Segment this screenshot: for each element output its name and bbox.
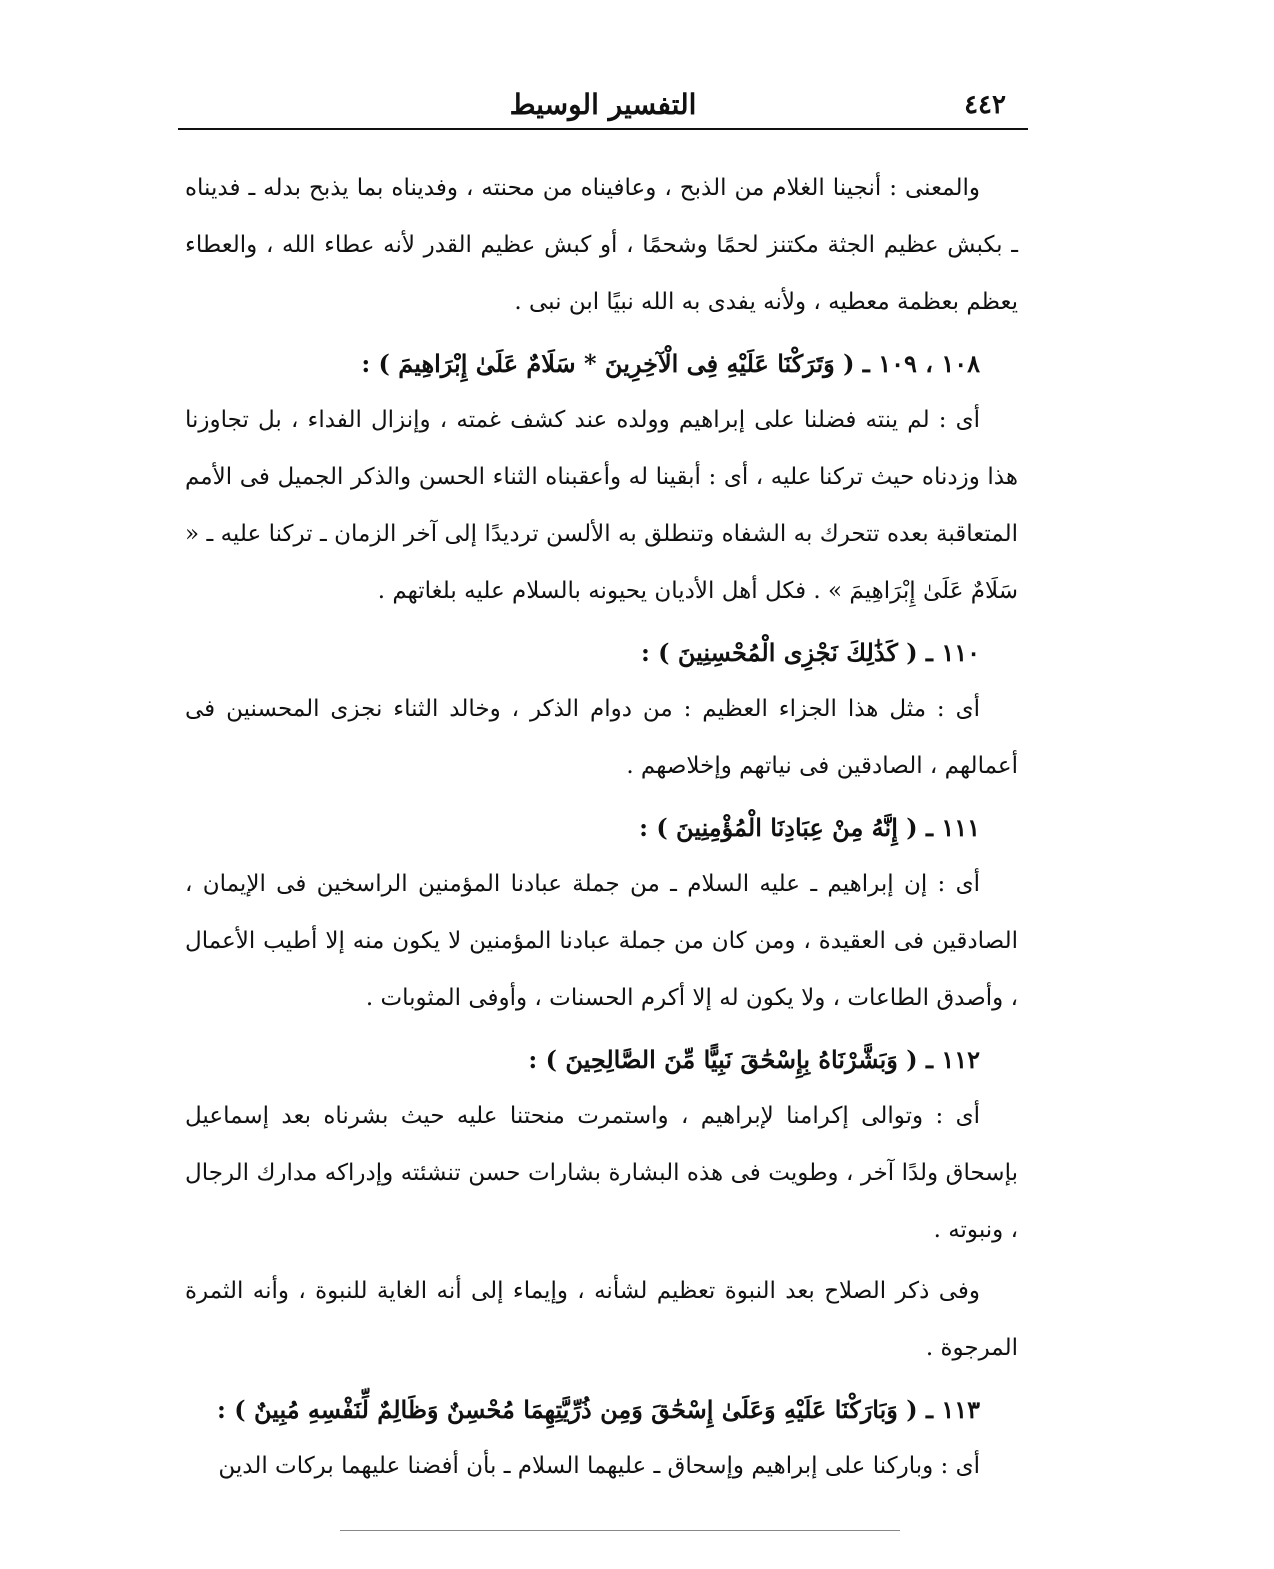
paragraph-text: أى : مثل هذا الجزاء العظيم : من دوام الذكر ، وخالد الثناء نجزى المحسنين فى أعمالهم ، الصادقين فى نياتهم وإخلاصهم . [185, 696, 1018, 779]
page-header [178, 84, 1028, 128]
verse-heading: ١١٢ ـ ( وَبَشَّرْنَاهُ بِإِسْحَٰقَ نَبِيًّا مِّنَ الصَّالِحِينَ ) : [528, 1045, 980, 1074]
running-title: التفسير الوسيط [509, 88, 697, 121]
verse-heading: ١١١ ـ ( إِنَّهُ مِنْ عِبَادِنَا الْمُؤْمِنِينَ ) : [639, 813, 980, 842]
paragraph-text: أى : لم ينته فضلنا على إبراهيم وولده عند كشف غمته ، وإنزال الفداء ، بل تجاوزنا هذا وزدناه حيث تركنا عليه ، أى : أبقينا له وأعقبناه الثناء الحسن والذكر الجميل فى الأمم المتعاقبة بعده تتحرك به الشفاه وتنطلق به الألسن ترديدًا إلى آخر الزمان ـ تركنا عليه ـ « سَلَامٌ عَلَىٰ إِبْرَاهِيمَ » . فكل أهل الأديان يحيونه بالسلام عليه بلغاتهم . [185, 407, 1018, 604]
header-rule [178, 128, 1028, 130]
paragraph-text: أى : إن إبراهيم ـ عليه السلام ـ من جملة عبادنا المؤمنين الراسخين فى الإيمان ، الصادقين فى العقيدة ، ومن كان من جملة عبادنا المؤمنين لا يكون منه إلا أطيب الأعمال ، وأصدق الطاعات ، ولا يكون له إلا أكرم الحسنات ، وأوفى المثوبات . [185, 871, 1018, 1011]
page-body [185, 160, 1018, 1495]
paragraph-text: وفى ذكر الصلاح بعد النبوة تعظيم لشأنه ، وإيماء إلى أنه الغاية للنبوة ، وأنه الثمرة المرجوة . [185, 1278, 1018, 1361]
footer-rule [340, 1530, 900, 1531]
paragraph-text: أى : وباركنا على إبراهيم وإسحاق ـ عليهما السلام ـ بأن أفضنا عليهما بركات الدين [218, 1453, 980, 1479]
paragraph-text: أى : وتوالى إكرامنا لإبراهيم ، واستمرت منحتنا عليه حيث بشرناه بعد إسماعيل بإسحاق ولدًا آخر ، وطويت فى هذه البشارة بشارات حسن تنشئته وإدراكه مدارك الرجال ، ونبوته . [185, 1103, 1018, 1243]
verse-heading: ١١٣ ـ ( وَبَارَكْنَا عَلَيْهِ وَعَلَىٰ إِسْحَٰقَ وَمِن ذُرِّيَّتِهِمَا مُحْسِنٌ وَظَالِمٌ لِّنَفْسِهِ مُبِينٌ ) : [217, 1395, 980, 1424]
verse-heading: ١٠٨ ، ١٠٩ ـ ( وَتَرَكْنَا عَلَيْهِ فِى الْآخِرِينَ * سَلَامٌ عَلَىٰ إِبْرَاهِيمَ ) : [361, 349, 980, 378]
paragraph-text: والمعنى : أنجينا الغلام من الذبح ، وعافيناه من محنته ، وفديناه بما يذبح بدله ـ فديناه ـ بكبش عظيم الجثة مكتنز لحمًا وشحمًا ، أو كبش عظيم القدر لأنه عطاء الله ، والعطاء يعظم بعظمة معطيه ، ولأنه يفدى به الله نبيًا ابن نبى . [185, 175, 1018, 315]
verse-heading: ١١٠ ـ ( كَذَٰلِكَ نَجْزِى الْمُحْسِنِينَ ) : [640, 638, 980, 667]
page-number: ٤٤٢ [964, 90, 1006, 120]
